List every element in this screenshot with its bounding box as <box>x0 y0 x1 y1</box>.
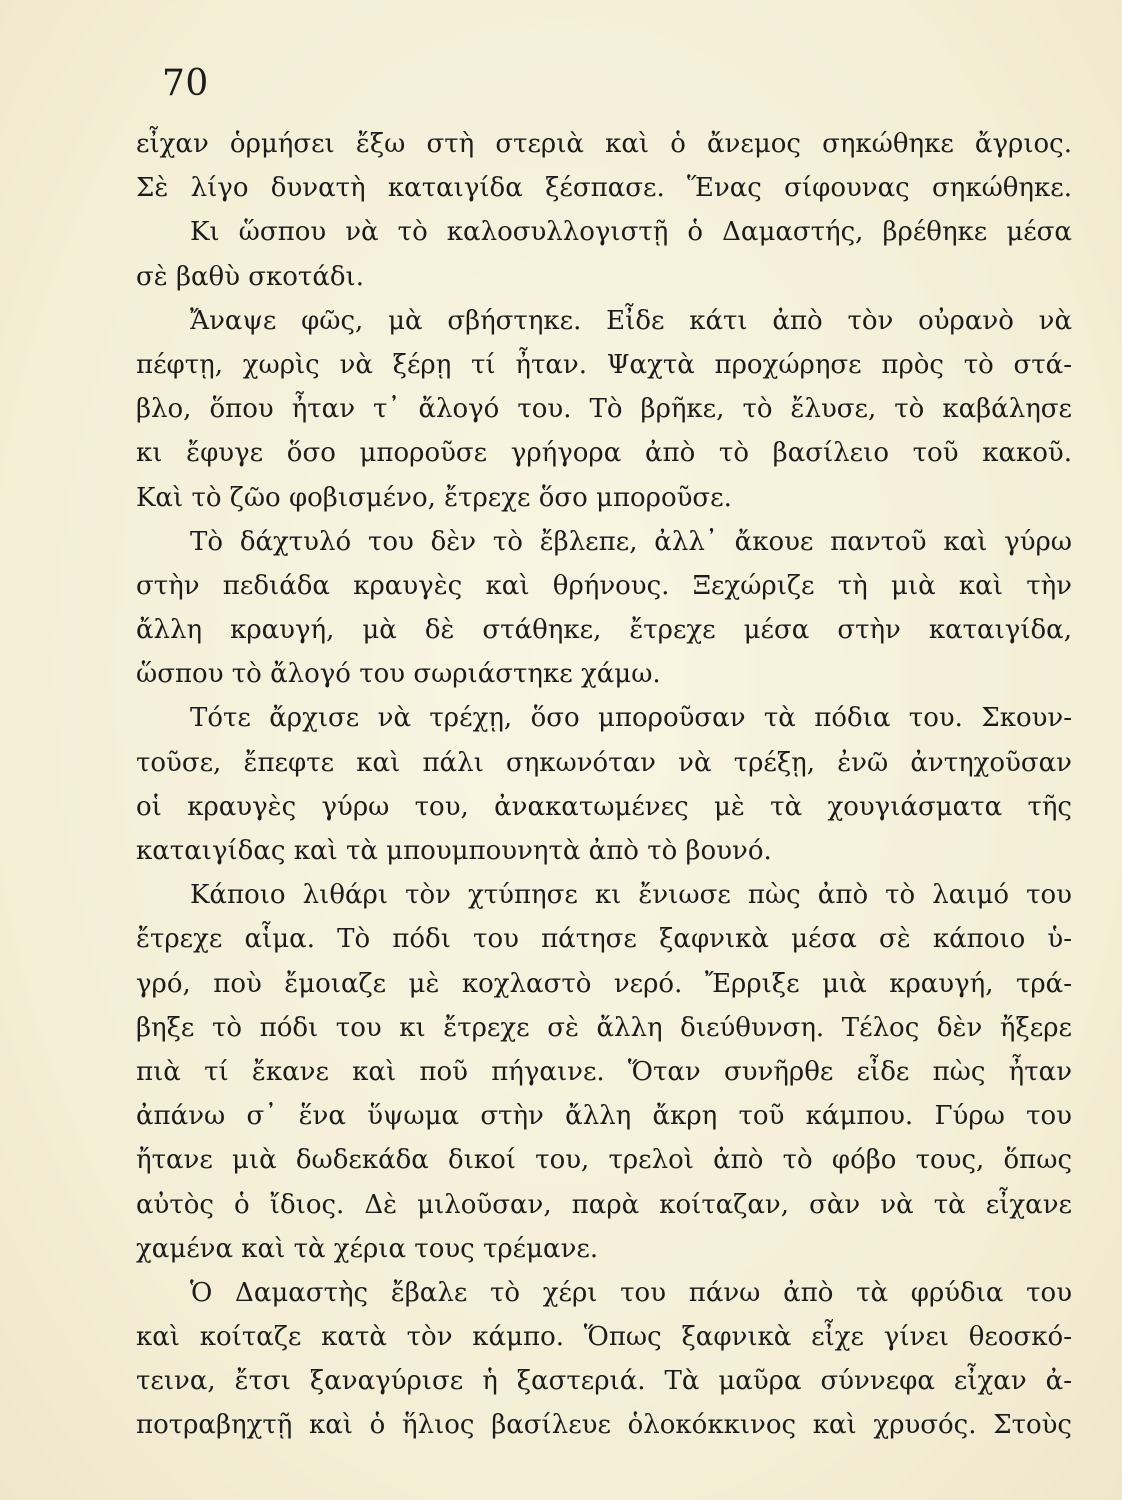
text-line: ἀπάνω σ᾿ ἕνα ὕψωμα στὴν ἄλλη ἄκρη τοῦ κάμπου. Γύρω του <box>136 1101 1072 1132</box>
text-line: πιὰ τί ἔκανε καὶ ποῦ πήγαινε. Ὅταν συνῆρθε εἶδε πὼς ἦταν <box>136 1056 1072 1087</box>
text-line: Σὲ λίγο δυνατὴ καταιγίδα ξέσπασε. Ἕνας σίφουνας σηκώθηκε. <box>136 173 1072 204</box>
text-line: Καὶ τὸ ζῶο φοβισμένο, ἔτρεχε ὅσο μποροῦσε. <box>136 482 732 513</box>
text-line: εἶχαν ὁρμήσει ἔξω στὴ στεριὰ καὶ ὁ ἄνεμος σηκώθηκε ἄγριος. <box>136 129 1072 159</box>
text-line: τεινα, ἔτσι ξαναγύρισε ἡ ξαστεριά. Τὰ μαῦρα σύννεφα εἶχαν ἀ- <box>136 1366 1072 1397</box>
text-line: οἱ κραυγὲς γύρω του, ἀνακατωμένες μὲ τὰ χουγιάσματα τῆς <box>136 791 1072 822</box>
text-line: Τὸ δάχτυλό του δὲν τὸ ἔβλεπε, ἀλλ᾿ ἄκουε παντοῦ καὶ γύρω <box>190 526 1072 557</box>
text-line: πέφτῃ, χωρὶς νὰ ξέρῃ τί ἦταν. Ψαχτὰ προχώρησε πρὸς τὸ στά- <box>136 349 1072 380</box>
text-line: ἄλλη κραυγή, μὰ δὲ στάθηκε, ἔτρεχε μέσα στὴν καταιγίδα, <box>136 615 1072 646</box>
text-line: Κάποιο λιθάρι τὸν χτύπησε κι ἔνιωσε πὼς ἀπὸ τὸ λαιμό του <box>190 880 1072 911</box>
text-line: ἔτρεχε αἷμα. Τὸ πόδι του πάτησε ξαφνικὰ μέσα σὲ κάποιο ὑ- <box>136 924 1072 955</box>
text-line: χαμένα καὶ τὰ χέρια τους τρέμανε. <box>136 1233 599 1264</box>
text-line: ποτραβηχτῇ καὶ ὁ ἥλιος βασίλευε ὁλοκόκκινος καὶ χρυσός. Στοὺς <box>136 1410 1072 1441</box>
text-line: αὐτὸς ὁ ἴδιος. Δὲ μιλοῦσαν, παρὰ κοίταζαν, σὰν νὰ τὰ εἶχανε <box>136 1189 1072 1220</box>
text-line: ὥσπου τὸ ἄλογό του σωριάστηκε χάμω. <box>136 659 661 690</box>
text-line: καὶ κοίταζε κατὰ τὸν κάμπο. Ὅπως ξαφνικὰ εἶχε γίνει θεοσκό- <box>136 1322 1072 1353</box>
text-line: σὲ βαθὺ σκοτάδι. <box>136 261 364 292</box>
text-line: γρό, ποὺ ἔμοιαζε μὲ κοχλαστὸ νερό. Ἔρριξε μιὰ κραυγή, τρά- <box>136 968 1072 999</box>
text-line: Ἄναψε φῶς, μὰ σβήστηκε. Εἶδε κάτι ἀπὸ τὸν οὐρανὸ νὰ <box>190 305 1072 336</box>
body-text <box>136 122 1072 1448</box>
text-line: καταιγίδας καὶ τὰ μπουμπουνητὰ ἀπὸ τὸ βουνό. <box>136 836 772 866</box>
page-number: 70 <box>162 63 209 104</box>
text-line: στὴν πεδιάδα κραυγὲς καὶ θρήνους. Ξεχώριζε τὴ μιὰ καὶ τὴν <box>136 570 1072 601</box>
text-line: βηξε τὸ πόδι του κι ἔτρεχε σὲ ἄλλη διεύθυνση. Τέλος δὲν ἤξερε <box>136 1012 1072 1043</box>
text-line: κι ἔφυγε ὅσο μποροῦσε γρήγορα ἀπὸ τὸ βασίλειο τοῦ κακοῦ. <box>136 438 1072 469</box>
text-line: Τότε ἄρχισε νὰ τρέχῃ, ὅσο μποροῦσαν τὰ πόδια του. Σκουν- <box>190 703 1072 734</box>
text-line: ἤτανε μιὰ δωδεκάδα δικοί του, τρελοὶ ἀπὸ τὸ φόβο τους, ὅπως <box>136 1145 1072 1176</box>
text-line: τοῦσε, ἔπεφτε καὶ πάλι σηκωνόταν νὰ τρέξῃ, ἐνῶ ἀντηχοῦσαν <box>136 747 1072 778</box>
text-line: Ὁ Δαμαστὴς ἔβαλε τὸ χέρι του πάνω ἀπὸ τὰ φρύδια του <box>190 1277 1072 1308</box>
text-line: βλο, ὅπου ἦταν τ᾿ ἄλογό του. Τὸ βρῆκε, τὸ ἔλυσε, τὸ καβάλησε <box>136 394 1072 425</box>
text-line: Κι ὥσπου νὰ τὸ καλοσυλλογιστῇ ὁ Δαμαστής, βρέθηκε μέσα <box>190 217 1072 248</box>
